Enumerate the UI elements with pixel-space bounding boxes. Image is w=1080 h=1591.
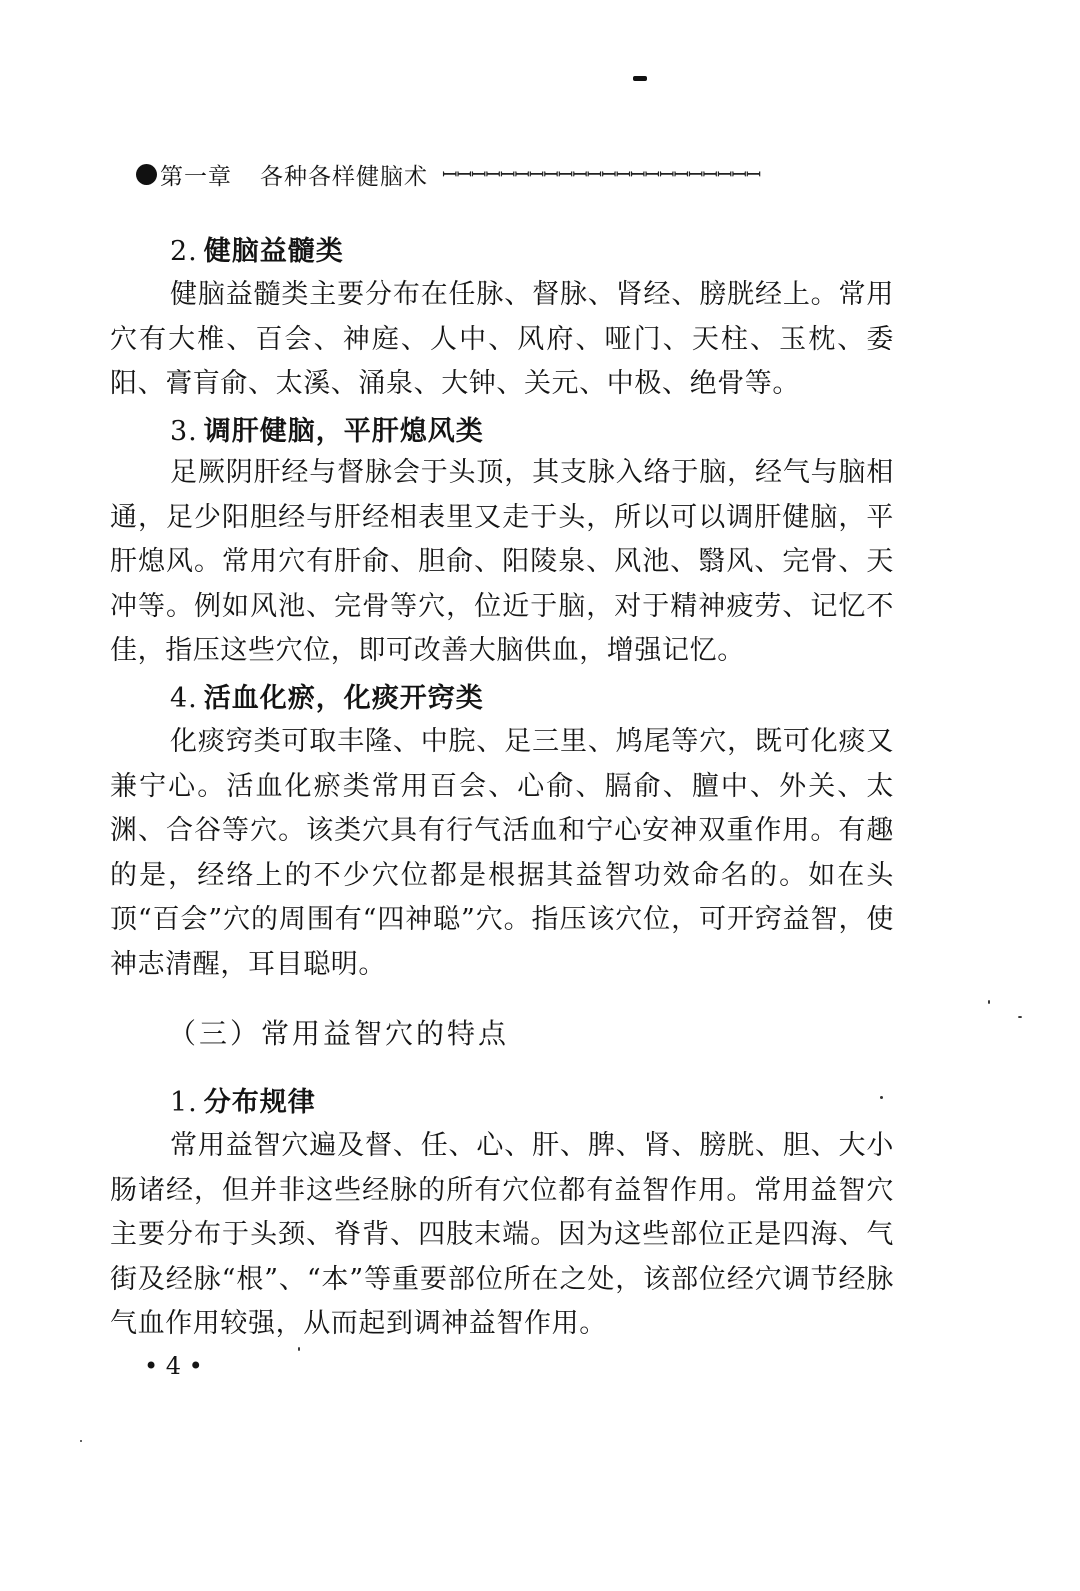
section-title-three: （三）常用益智穴的特点	[168, 1017, 510, 1050]
paragraph-4: 化痰窍类可取丰隆、中脘、足三里、鸠尾等穴，既可化痰又兼宁心。活血化瘀类常用百会、心俞、膈俞、膻中、外关、太渊、合谷等穴。该类穴具有行气活血和宁心安神双重作用。有趣的是，经络上的不少穴位都是根据其益智功效命名的。如在头顶“百会”穴的周围有“四神聪”穴。指压该穴位，可开窍益智，使神志清醒，耳目聪明。	[110, 726, 894, 980]
bullet-dot-icon	[136, 164, 157, 185]
header-ornament-rule: ꟷꟷꟷꟷꟷꟷꟷꟷꟷꟷꟷꟷꟷꟷꟷꟷꟷꟷꟷꟷꟷꟷ	[442, 164, 761, 186]
scan-speck	[80, 1440, 82, 1442]
heading-text: 调肝健脑，平肝熄风类	[203, 416, 484, 447]
heading-4	[170, 676, 484, 715]
scan-speck	[1018, 1016, 1022, 1018]
paragraph-3: 足厥阴肝经与督脉会于头顶，其支脉入络于脑，经气与脑相通，足少阳胆经与肝经相表里又走于头，所以可以调肝健脑，平肝熄风。常用穴有肝俞、胆俞、阳陵泉、风池、翳风、完骨、天冲等。例如风池、完骨等穴，位近于脑，对于精神疲劳、记忆不佳，指压这些穴位，即可改善大脑供血，增强记忆。	[110, 457, 894, 666]
heading-3	[170, 409, 484, 448]
paragraph-distribution: 常用益智穴遍及督、任、心、肝、脾、肾、膀胱、胆、大小肠诸经，但并非这些经脉的所有穴位都有益智作用。常用益智穴主要分布于头颈、脊背、四肢末端。因为这些部位正是四海、气街及经脉“根”、“本”等重要部位所在之处，该部位经穴调节经脉气血作用较强，从而起到调神益智作用。	[110, 1130, 894, 1339]
heading-distribution	[170, 1080, 316, 1119]
scan-speck	[298, 1347, 300, 1351]
heading-number: 3.	[170, 416, 198, 447]
paragraph-2: 健脑益髓类主要分布在任脉、督脉、肾经、膀胱经上。常用穴有大椎、百会、神庭、人中、风府、哑门、天柱、玉枕、委阳、膏肓俞、太溪、涌泉、大钟、关元、中极、绝骨等。	[110, 279, 894, 399]
top-ink-mark	[633, 76, 647, 81]
scan-speck	[988, 1000, 990, 1004]
heading-text: 健脑益髓类	[203, 236, 344, 267]
chapter-title: 各种各样健脑术	[260, 163, 428, 190]
heading-2	[170, 229, 344, 268]
heading-number: 4.	[170, 683, 198, 714]
heading-text: 活血化瘀，化痰开窍类	[203, 683, 484, 714]
scan-speck	[880, 1096, 883, 1099]
heading-number: 1.	[170, 1087, 198, 1118]
heading-text: 分布规律	[203, 1087, 316, 1118]
running-header	[136, 157, 904, 191]
chapter-label: 第一章	[160, 163, 232, 190]
page-number: • 4 •	[144, 1352, 203, 1380]
heading-number: 2.	[170, 236, 198, 267]
